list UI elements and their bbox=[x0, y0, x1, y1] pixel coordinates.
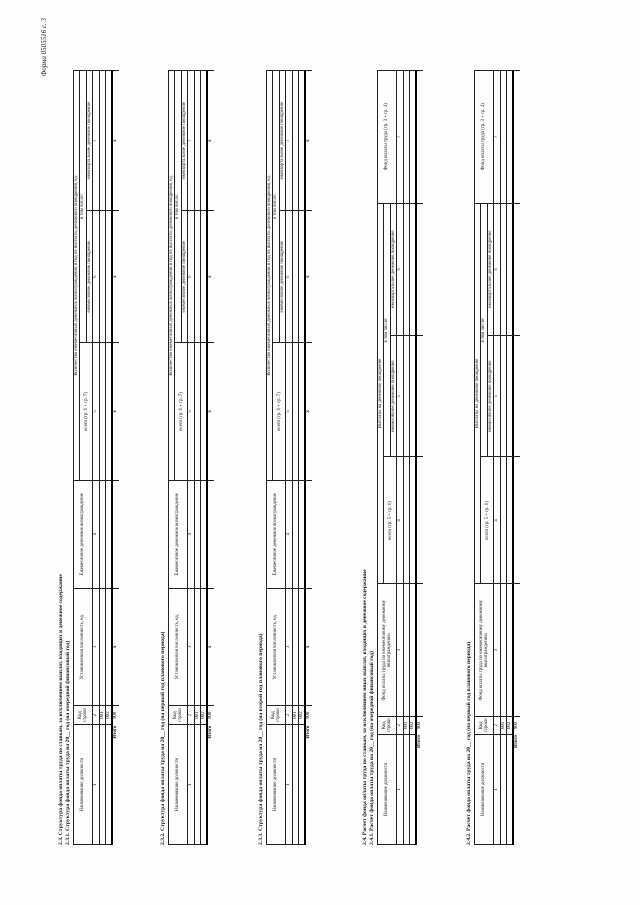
col-num: 5 bbox=[286, 343, 292, 481]
col-num: 5 bbox=[494, 336, 500, 457]
col-num: 1 bbox=[93, 725, 99, 845]
row-code: 002 bbox=[507, 716, 514, 734]
col-fund-header: Фонд оплаты труда по ежемесячному денежному вознаграждению bbox=[378, 584, 397, 716]
col-total-header: всего (гр. 5 + гр. 6) bbox=[384, 457, 397, 584]
x-mark: x bbox=[112, 71, 118, 211]
col-total-header: всего (гр. 5 + гр. 6) bbox=[481, 457, 494, 584]
col-m-header: ежемесячное денежное поощрение bbox=[86, 211, 92, 343]
col-m-header: ежемесячное денежное поощрение bbox=[390, 336, 396, 457]
col-num: 4 bbox=[494, 457, 500, 584]
table-title: 2.3.1. Структура фонда оплаты труда на 20__ год (на очередной финансовый год) bbox=[65, 640, 71, 845]
col-name-header: Наименование должности bbox=[475, 734, 494, 844]
col-incl-header: в том числе: bbox=[175, 71, 181, 343]
col-num: 7 bbox=[397, 71, 403, 204]
table-row bbox=[201, 71, 208, 845]
col-monthly-header: Ежемесячное денежное вознаграждение bbox=[74, 480, 93, 588]
row-code: 002 bbox=[410, 716, 417, 734]
struct-table-2 bbox=[168, 70, 214, 845]
col-num: 5 bbox=[188, 343, 194, 481]
col-q-header: ежеквартальное денежное поощрение bbox=[487, 203, 493, 336]
col-q-header: ежеквартальное денежное поощрение bbox=[390, 203, 396, 336]
col-q-header: ежеквартальное денежное поощрение bbox=[279, 71, 285, 211]
col-incl-header: в том числе: bbox=[80, 71, 86, 343]
row-code: 001 bbox=[99, 706, 105, 725]
col-monthly-header: Ежемесячное денежное вознаграждение bbox=[169, 480, 188, 588]
total-label: Итого bbox=[306, 725, 312, 739]
row-code: 002 bbox=[201, 706, 208, 725]
total-row bbox=[416, 71, 422, 845]
total-code: 900 bbox=[513, 716, 519, 734]
col-qty-header: Количество ежемесячных денежных вознаграждений в год на выплаты денежного поощрения, ед. bbox=[267, 71, 273, 481]
row-code: 002 bbox=[106, 706, 113, 725]
row-code: 001 bbox=[403, 716, 409, 734]
calc-block-1 bbox=[362, 70, 423, 845]
col-num: 3 bbox=[93, 588, 99, 705]
x-mark: x bbox=[207, 343, 213, 481]
col-num: 7 bbox=[188, 71, 194, 211]
form-number: Форма 0505516 с. 3 bbox=[40, 18, 48, 77]
calc-block-2 bbox=[466, 70, 520, 845]
col-code-header: Код строки bbox=[267, 706, 286, 725]
table-row bbox=[410, 71, 417, 845]
calc-table-2 bbox=[474, 70, 520, 845]
col-num: 3 bbox=[494, 584, 500, 716]
col-num: 1 bbox=[494, 734, 500, 844]
total-label: Итого bbox=[514, 735, 520, 748]
col-num: 6 bbox=[494, 203, 500, 336]
col-name-header: Наименование должности bbox=[169, 725, 188, 845]
total-row bbox=[305, 71, 311, 845]
row-code: 001 bbox=[292, 706, 298, 725]
col-name-header: Наименование должности bbox=[267, 725, 286, 845]
col-num: 3 bbox=[286, 588, 292, 705]
col-m-header: ежемесячное денежное поощрение bbox=[181, 211, 187, 343]
col-num: 5 bbox=[93, 343, 99, 481]
total-code: 900 bbox=[207, 706, 213, 725]
x-mark: x bbox=[305, 588, 311, 705]
col-code-header: Код строки bbox=[475, 716, 494, 734]
col-total-header: всего (гр. 6 + гр. 7) bbox=[175, 343, 188, 481]
col-q-header: ежеквартальное денежное поощрение bbox=[86, 71, 92, 211]
col-num: 6 bbox=[93, 211, 99, 343]
col-num: 7 bbox=[93, 71, 99, 211]
total-label: Итого bbox=[113, 725, 119, 739]
col-m-header: ежемесячное денежное поощрение bbox=[487, 336, 493, 457]
col-fot-header: Фонд оплаты труда (гр. 3 + гр. 4) bbox=[475, 71, 494, 204]
col-incl-header: в том числе: bbox=[384, 203, 390, 457]
col-num: 2 bbox=[188, 706, 194, 725]
col-name-header: Наименование должности bbox=[378, 734, 397, 844]
calc-table-1 bbox=[377, 70, 423, 845]
col-fund-header: Фонд оплаты труда по ежемесячному денежному вознаграждению bbox=[475, 584, 494, 716]
col-m-header: ежемесячное денежное поощрение bbox=[279, 211, 285, 343]
col-num: 4 bbox=[286, 480, 292, 588]
struct-block-1 bbox=[58, 70, 119, 845]
total-row bbox=[112, 71, 118, 845]
x-mark: x bbox=[207, 211, 213, 343]
col-incl-header: в том числе: bbox=[273, 71, 279, 343]
struct-table-1 bbox=[73, 70, 119, 845]
col-num: 2 bbox=[494, 716, 500, 734]
row-code: 001 bbox=[194, 706, 200, 725]
col-num: 2 bbox=[286, 706, 292, 725]
col-num: 1 bbox=[286, 725, 292, 845]
table-title: 2.4.2. Расчет фонда оплаты труда на 20__ год (на первый год планового периода) bbox=[466, 641, 472, 845]
col-num: 1 bbox=[397, 734, 403, 844]
col-num: 3 bbox=[188, 588, 194, 705]
x-mark: x bbox=[207, 588, 213, 705]
table-title: 2.3.3. Структура фонда оплаты труда на 20__ год (на второй год планового периода) bbox=[258, 633, 264, 845]
col-total-header: всего (гр. 6 + гр. 7) bbox=[80, 343, 93, 481]
x-mark: x bbox=[207, 71, 213, 211]
x-mark: x bbox=[112, 588, 118, 705]
table-row bbox=[299, 71, 306, 845]
col-code-header: Код строки bbox=[378, 716, 397, 734]
col-qty-header: Количество ежемесячных денежных вознаграждений в год на выплаты денежного поощрения, ед. bbox=[169, 71, 175, 481]
total-row bbox=[513, 71, 519, 845]
col-num: 1 bbox=[188, 725, 194, 845]
col-num: 2 bbox=[397, 716, 403, 734]
table-title: 2.4.1. Расчет фонда оплаты труда на 20__ год (на очередной финансовый год) bbox=[369, 651, 375, 845]
x-mark: x bbox=[305, 71, 311, 211]
section-heading-2-4: 2.4. Расчет фонда оплаты труда по ставкам, за исключением иных выплат, входящих в денежное содержание bbox=[362, 569, 368, 845]
x-mark: x bbox=[305, 343, 311, 481]
col-num: 4 bbox=[93, 480, 99, 588]
col-num: 6 bbox=[286, 211, 292, 343]
col-num: 2 bbox=[93, 706, 99, 725]
total-label: Итого bbox=[417, 735, 423, 748]
col-code-header: Код строки bbox=[74, 706, 93, 725]
total-row bbox=[207, 71, 213, 845]
total-code: 900 bbox=[112, 706, 118, 725]
col-q-header: ежеквартальное денежное поощрение bbox=[181, 71, 187, 211]
col-name-header: Наименование должности bbox=[74, 725, 93, 845]
col-total-header: всего (гр. 6 + гр. 7) bbox=[273, 343, 286, 481]
col-num: 4 bbox=[188, 480, 194, 588]
section-heading-2-3: 2.3. Структура фонда оплаты труда по ставкам, за исключением выплат, входящих в денежное содержание bbox=[58, 574, 64, 845]
struct-block-2 bbox=[160, 70, 214, 845]
total-label: Итого bbox=[208, 725, 214, 739]
col-pay-header: Выплаты на денежное поощрение bbox=[475, 203, 481, 584]
row-code: 002 bbox=[299, 706, 306, 725]
col-pay-header: Выплаты на денежное поощрение bbox=[378, 203, 384, 584]
table-row bbox=[507, 71, 514, 845]
col-count-header: Установленная численность, ед. bbox=[74, 588, 93, 705]
col-num: 3 bbox=[397, 584, 403, 716]
col-count-header: Установленная численность, ед. bbox=[267, 588, 286, 705]
x-mark: x bbox=[305, 211, 311, 343]
col-num: 7 bbox=[494, 71, 500, 204]
table-title: 2.3.2. Структура фонда оплаты труда на 20__ год (на первый год планового периода) bbox=[160, 631, 166, 845]
struct-block-3 bbox=[258, 70, 312, 845]
col-qty-header: Количество ежемесячных денежных вознаграждений в год на выплаты денежного поощрения, ед. bbox=[74, 71, 80, 481]
col-num: 6 bbox=[397, 203, 403, 336]
x-mark: x bbox=[112, 211, 118, 343]
col-num: 7 bbox=[286, 71, 292, 211]
col-code-header: Код строки bbox=[169, 706, 188, 725]
col-incl-header: в том числе: bbox=[481, 203, 487, 457]
col-num: 5 bbox=[397, 336, 403, 457]
total-code: 900 bbox=[416, 716, 422, 734]
x-mark: x bbox=[112, 343, 118, 481]
col-monthly-header: Ежемесячное денежное вознаграждение bbox=[267, 480, 286, 588]
row-code: 001 bbox=[500, 716, 506, 734]
col-count-header: Установленная численность, ед. bbox=[169, 588, 188, 705]
table-row bbox=[106, 71, 113, 845]
struct-table-3 bbox=[266, 70, 312, 845]
col-num: 6 bbox=[188, 211, 194, 343]
col-num: 4 bbox=[397, 457, 403, 584]
total-code: 900 bbox=[305, 706, 311, 725]
col-fot-header: Фонд оплаты труда (гр. 3 + гр. 4) bbox=[378, 71, 397, 204]
